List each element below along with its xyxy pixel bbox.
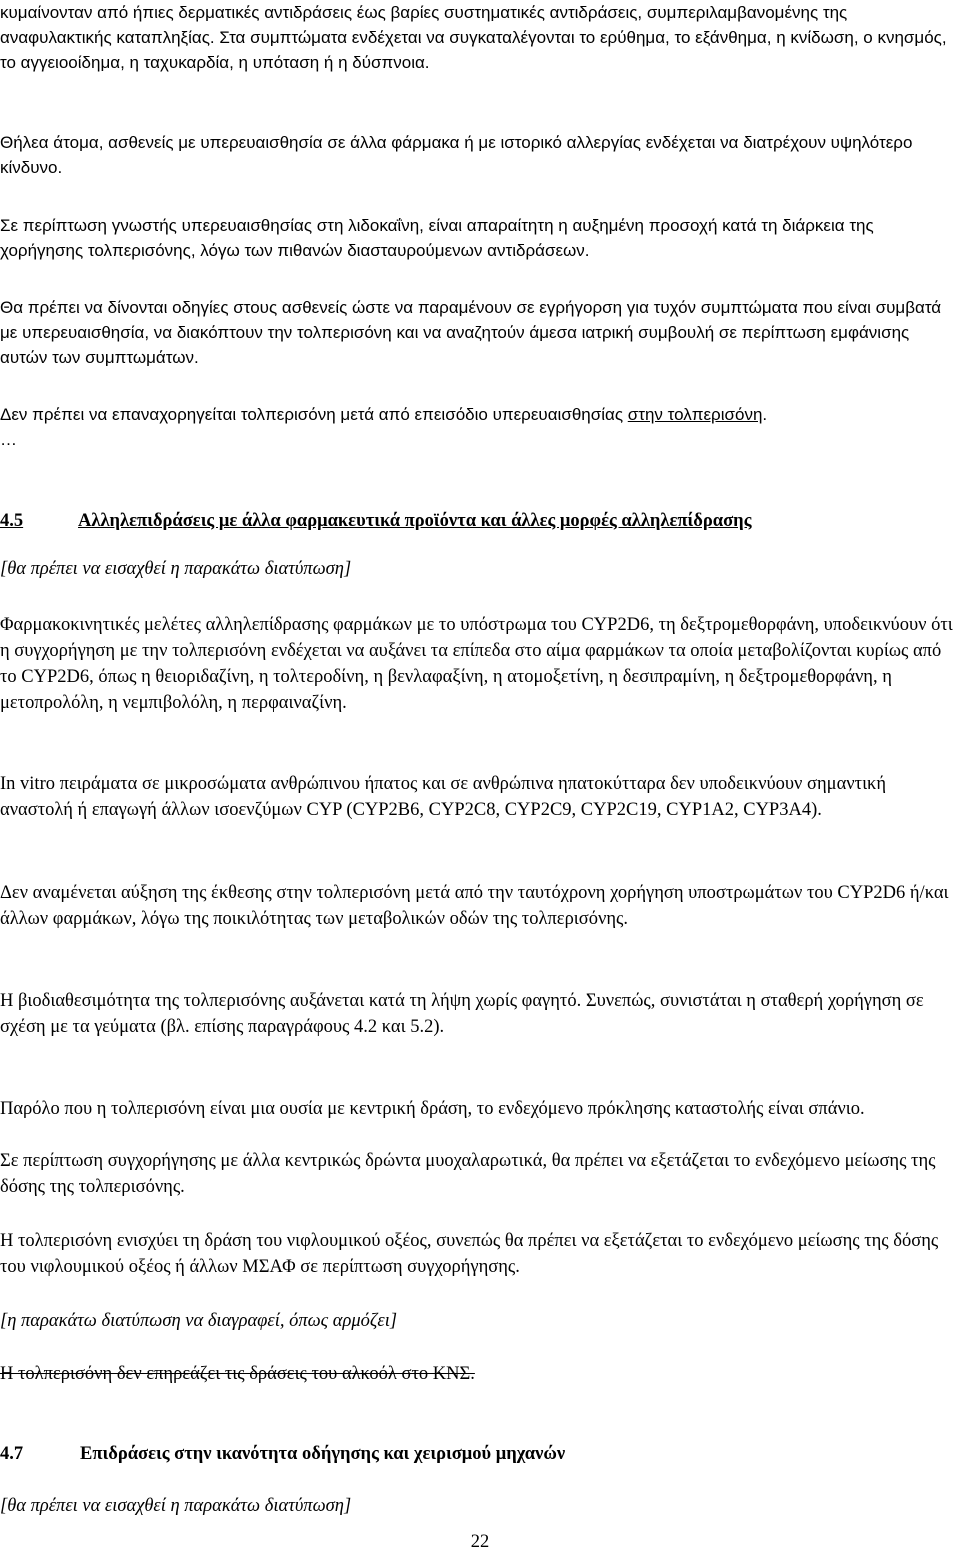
paragraph-central-action: Παρόλο που η τολπερισόνη είναι μια ουσία με κεντρική δράση, το ενδεχόμενο πρόκλησης καταστολής είναι σπάνιο.: [0, 1099, 865, 1119]
page-number: 22: [470, 1532, 490, 1552]
paragraph-patient-instructions: Θα πρέπει να δίνονται οδηγίες στους ασθενείς ώστε να παραμένουν σε εγρήγορση για τυχόν συμπτώματα που είναι συμβατά με υπερευαισθησία, να διακόπτουν την τολπερισόνη και να αναζητούν άμεσα ιατρική συμβουλή σε περίπτωση εμφάνισης αυτών των συμπτωμάτων.: [0, 298, 942, 367]
paragraph-niflumic-acid: Η τολπερισόνη ενισχύει τη δράση του νιφλουμικού οξέος, συνεπώς θα πρέπει να εξετάζεται το ενδεχόμενο μείωσης της δόσης του νιφλουμικού οξέος ή άλλων ΜΣΑΦ σε περίπτωση συγχορήγησης.: [0, 1231, 939, 1277]
section-number: 4.5: [0, 511, 24, 531]
paragraph-muscle-relaxants: Σε περίπτωση συγχορήγησης με άλλα κεντρικώς δρώντα μυοχαλαρωτικά, θα πρέπει να εξετάζεται το ενδεχόμενο μείωσης της δόσης της τολπερισόνης.: [0, 1151, 936, 1197]
editorial-insert-note: [θα πρέπει να εισαχθεί η παρακάτω διατύπωση]: [0, 1496, 352, 1516]
paragraph-lidocaine: Σε περίπτωση γνωστής υπερευαισθησίας στη λιδοκαΐνη, είναι απαραίτητη η αυξημένη προσοχή κατά τη διάρκεια της χορήγησης τολπερισόνης, λόγω των πιθανών διασταυρούμενων αντιδράσεων.: [0, 216, 874, 260]
no-readmin-underlined: στην τολπερισόνη: [627, 405, 763, 424]
section-title: Επιδράσεις στην ικανότητα οδήγησης και χειρισμού μηχανών: [80, 1444, 566, 1464]
paragraph-risk-groups: Θήλεα άτομα, ασθενείς με υπερευαισθησία σε άλλα φάρμακα ή με ιστορικό αλλεργίας ενδέχεται να διατρέχουν υψηλότερο κίνδυνο.: [0, 133, 913, 177]
no-readmin-text: Δεν πρέπει να επαναχορηγείται τολπερισόνη μετά από επεισόδιο υπερευαισθησίας: [0, 405, 628, 424]
section-title: Αλληλεπιδράσεις με άλλα φαρμακευτικά προϊόντα και άλλες μορφές αλληλεπίδρασης: [78, 511, 752, 531]
paragraph-exposure: Δεν αναμένεται αύξηση της έκθεσης στην τολπερισόνη μετά από την ταυτόχρονη χορήγηση υποστρωμάτων του CYP2D6 ή/και άλλων φαρμάκων, λόγω της ποικιλότητας των μεταβολικών οδών της τολπερισόνης.: [0, 883, 949, 929]
paragraph-pharmacokinetics: Φαρμακοκινητικές μελέτες αλληλεπίδρασης φαρμάκων με το υπόστρωμα του CYP2D6, τη δεξτρομεθορφάνη, υποδεικνύουν ότι η συγχορήγηση με την τολπερισόνη ενδέχεται να αυξάνει τα επίπεδα στο αίμα φαρμάκων τα οποία μεταβολίζονται κυρίως από το CYP2D6, όπως η θειοριδαζίνη, η τολτεροδίνη, η βενλαφαξίνη, η ατομοξετίνη, η δεσιπραμίνη, η δεξτρομεθορφάνη, η μετοπρολόλη, η νεμπιβολόλη, η περφαιναζίνη.: [0, 615, 953, 713]
paragraph-in-vitro: In vitro πειράματα σε μικροσώματα ανθρώπινου ήπατος και σε ανθρώπινα ηπατοκύτταρα δεν υποδεικνύουν σημαντική αναστολή ή επαγωγή άλλων ισοενζύμων CYP (CYP2B6, CYP2C8, CYP2C9, CYP2C19, CYP1A2, CYP3A4).: [0, 774, 887, 820]
no-readmin-tail: .: [762, 405, 768, 424]
paragraph-food: Η βιοδιαθεσιμότητα της τολπερισόνης αυξάνεται κατά τη λήψη χωρίς φαγητό. Συνεπώς, συνιστάται η σταθερή χορήγηση σε σχέση με τα γεύματα (βλ. επίσης παραγράφους 4.2 και 5.2).: [0, 991, 924, 1037]
paragraph-no-readministration: [0, 402, 958, 452]
editorial-delete-note: [η παρακάτω διατύπωση να διαγραφεί, όπως αρμόζει]: [0, 1311, 398, 1331]
paragraph-reactions: κυμαίνονταν από ήπιες δερματικές αντιδράσεις έως βαρίες συστηματικές αντιδράσεις, συμπεριλαμβανομένης της αναφυλακτικής καταπληξίας. Στα συμπτώματα ενδέχεται να συγκαταλέγονται το ερύθημα, το εξάνθημα, η κνίδωση, ο κνησμός, το αγγειοοίδημα, η ταχυκαρδία, η υπόταση ή η δύσπνοια.: [0, 3, 947, 72]
section-number: 4.7: [0, 1444, 24, 1464]
struck-alcohol-statement: Η τολπερισόνη δεν επηρεάζει τις δράσεις του αλκοόλ στο ΚΝΣ.: [0, 1364, 475, 1384]
ellipsis: …: [0, 430, 17, 449]
editorial-insert-note: [θα πρέπει να εισαχθεί η παρακάτω διατύπωση]: [0, 559, 352, 579]
